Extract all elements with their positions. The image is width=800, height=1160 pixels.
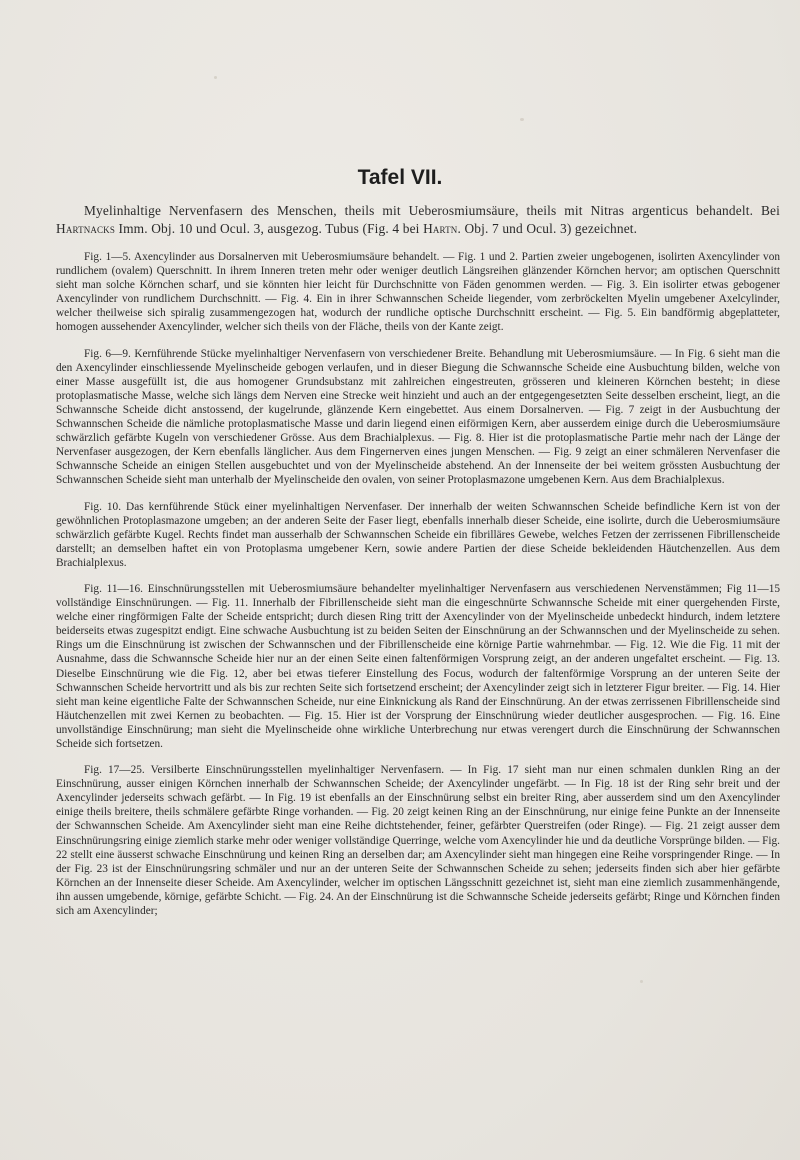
intro-text: Myelinhaltige Nervenfasern des Menschen, theils mit Ueberosmiumsäure, theils mit Nitras argenticus behandelt. Bei: [84, 203, 780, 218]
paper-speck: [640, 980, 643, 983]
figure-legend-paragraph: Fig. 10. Das kernführende Stück einer myelinhaltigen Nervenfaser. Der innerhalb der weiten Schwannschen Scheide befindliche Kern ist von der gewöhnlichen Protoplasmazone umgeben; an der anderen Seite der Faser liegt, ebenfalls innerhalb dieser Scheide, eine isolirte, durch die Ueberosmiumsäure schwärzlich gefärbte Kugel. Rechts findet man ausserhalb der Schwannschen Scheide ein fibrilläres Gewebe, welches Fetzen der zerrissenen Fibrillenscheide darstellt; an demselben haftet ein von Protoplasma umgebener Kern, sowie andere Partien der diese Scheide bekleidenden Häutchenzellen. Aus dem Brachialplexus.: [56, 500, 780, 569]
author-name: Hartn.: [423, 221, 461, 236]
intro-text: Imm. Obj. 10 und Ocul. 3, ausgezog. Tubus (Fig. 4 bei: [115, 221, 424, 236]
figure-legend-paragraph: Fig. 11—16. Einschnürungsstellen mit Ueberosmiumsäure behandelter myelinhaltiger Nervenfasern aus verschiedenen Nervenstämmen; Fig 11—15 vollständige Einschnürungen. — Fig. 11. Innerhalb der Fibrillenscheide sieht man die eingeschnürte Schwannsche Scheide mit einer quergehenden Firste, welche einer ringförmigen Falte der Scheide entspricht; durch diesen Ring tritt der Axencylinder von der Myelinscheide unbedeckt hindurch, indem letztere beiderseits etwas zugespitzt endigt. Eine schwache Ausbuchtung ist zu beiden Seiten der Einschnürung an der Schwannschen und der Myelinscheide zu sehen. Rings um die Einschnürung ist zwischen der Schwannschen und der Fibrillenscheide eine körnige Partie wahrnehmbar. — Fig. 12. Wie die Fig. 11 mit der Ausnahme, dass die Schwannsche Scheide hier nur an der einen Seite einen faltenförmigen Vorsprung zeigt, an der anderen ungefaltet erscheint. — Fig. 13. Dieselbe Einschnürung wie die Fig. 12, aber bei etwas tieferer Einstellung des Focus, wodurch der faltenförmige Vorsprung an der unteren Seite der Schwannschen Scheide hervortritt und als bis zur rechten Seite sich fortsetzend erscheint; der Axencylinder zeigt sich in letzterer Figur breiter. — Fig. 14. Hier sieht man keine eigentliche Falte der Schwannschen Scheide, nur eine Einknickung als Rand der Einschnürung. An der etwas zerrissenen Fibrillenscheide sind Häutchenzellen mit zwei Kernen zu beobachten. — Fig. 15. Hier ist der Vorsprung der Einschnürung wieder deutlicher ausgesprochen. — Fig. 16. Eine unvollständige Einschnürung; man sieht die Myelinscheide ohne wirkliche Unterbrechung nur etwas verengert durch die Einschnürung der Schwannschen Scheide sich fortsetzen.: [56, 582, 780, 750]
paper-speck: [214, 76, 217, 79]
intro-text: Obj. 7 und Ocul. 3) gezeichnet.: [460, 221, 638, 236]
author-name: Hartnacks: [56, 221, 115, 236]
plate-intro: [56, 202, 780, 238]
figure-legend-paragraph: Fig. 1—5. Axencylinder aus Dorsalnerven mit Ueberosmiumsäure behandelt. — Fig. 1 und 2. Partien zweier ungebogenen, isolirten Axencylinder von rundlichem (ovalem) Querschnitt. In ihrem Inneren treten mehr oder weniger deutlich Längsreihen glänzender Körnchen hervor; am optischen Querschnitt sieht man solche Körnchen scharf, und sie könnten hier leicht für Durchschnitte von Fäden genommen werden. — Fig. 3. Ein isolirter etwas gebogener Axencylinder von rundlichem Durchschnitt. — Fig. 4. Ein in ihrer Schwannschen Scheide liegender, vom zerbröckelten Myelin umgebener Axelcylinder, welcher theilweise sich spiralig zusammengezogen hat, wodurch der rundliche optische Durchschnitt erscheint. — Fig. 5. Ein bandförmig abgeplatteter, homogen aussehender Axencylinder, welcher sich theils von der Fläche, theils von der Kante zeigt.: [56, 251, 780, 334]
plate-text: [56, 202, 780, 930]
figure-legend-paragraph: Fig. 6—9. Kernführende Stücke myelinhaltiger Nervenfasern von verschiedener Breite. Behandlung mit Ueberosmiumsäure. — In Fig. 6 sieht man die den Axencylinder einschliessende Myelinscheide gebogen verlaufen, und in dieser Biegung die Schwannsche Scheide eine Ausbuchtung bilden, welche von einer Masse ausgefüllt ist, die aus homogener Grundsubstanz mit zahlreichen eingestreuten, grösseren und kleineren Körnchen besteht; in diese protoplasmatische Masse, welche sich längs dem Nerven eine Strecke weit hinzieht und auch an der entgegengesetzten Seite desselben erscheint, liegt, an die Schwannsche Scheide dicht anstossend, der kugelrunde, glänzende Kern eingebettet. Aus einem Dorsalnerven. — Fig. 7 zeigt in der Ausbuchtung der Schwannschen Scheide die nämliche protoplasmatische Masse und darin liegend einen eiförmigen Kern, aber ausserdem einige durch die Ueberosmiumsäure schwärzlich gefärbte Kugeln von verschiedener Grösse. Aus dem Brachialplexus. — Fig. 8. Hier ist die protoplasmatische Partie mehr nach der Länge der Nervenfaser ausgezogen, der Kern ebenfalls länglicher. Aus dem Fingernerven eines jungen Menschen. — Fig. 9 zeigt an einer schmäleren Nervenfaser die Schwannsche Scheide an einigen Stellen ausgebuchtet und von der Myelinscheide abstehend. An der Innenseite der bei weitem grössten Ausbuchtung der Schwannschen Scheide sieht man unterhalb der Myelinscheide den ovalen, von seiner Protoplasmazone umgebenen Kern. Aus dem Brachialplexus.: [56, 347, 780, 487]
plate-title: Tafel VII.: [357, 166, 443, 189]
figure-legend-paragraph: Fig. 17—25. Versilberte Einschnürungsstellen myelinhaltiger Nervenfasern. — In Fig. 17 sieht man nur einen schmalen dunklen Ring an der Einschnürung, ausser einigen Körnchen innerhalb der Schwannschen Scheide; der Axencylinder ungefärbt. — In Fig. 18 ist der Ring sehr breit und der Axencylinder jederseits schwach gefärbt. — In Fig. 19 ist ebenfalls an der Einschnürung selbst ein breiter Ring, aber ausserdem sind um den Axencylinder einige theils breitere, theils schmälere gefärbte Ringe vorhanden. — Fig. 20 zeigt keinen Ring an der Einschnürung, nur einige feine Punkte an der Innenseite der Schwannschen Scheide. Am Axencylinder sieht man eine Reihe dichtstehender, feiner, gefärbter Querstreifen (oder Ringe). — Fig. 21 zeigt ausser dem Einschnürungsring einige ziemlich starke mehr oder weniger vollständige Querringe, welche vom Axencylinder hie und da deutliche Vorsprünge bilden. — Fig. 22 stellt eine äusserst schwache Einschnürung und keinen Ring an derselben dar; am Axencylinder sieht man hingegen eine Reihe vorspringender Ringe. — In der Fig. 23 ist der Einschnürungsring schmäler und nur an der unteren Seite der Schwannschen Scheide zu sehen; jederseits finden sich aber hier gefärbte Körnchen an der Innenseite dieser Scheide. Am Axencylinder, welcher im optischen Längsschnitt gezeichnet ist, sieht man eine ziemlich zusammenhängende, ihn aussen umgebende, körnige, gefärbte Schicht. — Fig. 24. An der Einschnürung ist die Schwannsche Scheide jederseits gefärbt; Ringe und Körnchen finden sich am Axencylinder;: [56, 764, 780, 918]
paper-speck: [520, 118, 524, 121]
